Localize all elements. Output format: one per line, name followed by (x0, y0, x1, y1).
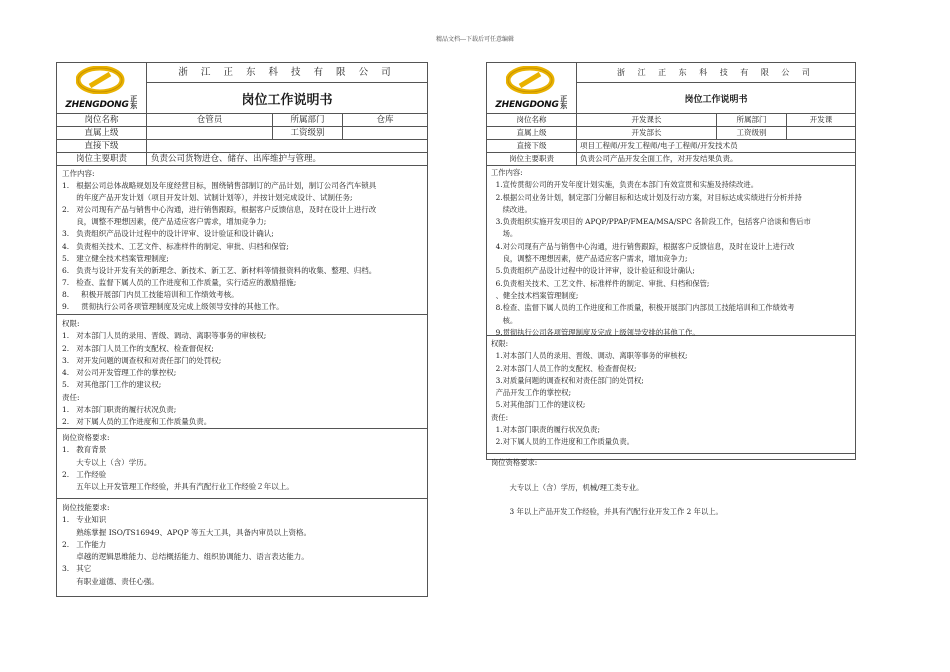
info-row-main-duty (57, 153, 427, 166)
list-item: 3. 对开发问题的调查权和对责任部门的处罚权; (62, 355, 222, 365)
label-main-duty: 岗位主要职责 (487, 153, 577, 165)
logo-chinese-mark: 正东 (560, 95, 568, 110)
info-row-position (487, 114, 855, 127)
list-item: 6.负责相关技术、工艺文件、标准样件的制定、审批、归档和保管; (491, 278, 710, 288)
qualification-section (57, 429, 427, 499)
value-direct-subordinate: 项目工程师/开发工程师/电子工程师/开发技术员 (580, 141, 738, 150)
list-item: 4. 负责相关技术、工艺文件、标准样件的制定、审批、归档和保管; (62, 241, 289, 251)
list-item: 大专以上（含）学历。 (62, 457, 152, 467)
list-item: 1. 对本部门职责的履行状况负责; (62, 405, 177, 415)
list-item: 2.对本部门人员工作的支配权、检查督促权; (491, 363, 637, 373)
list-item: 1.对本部门职责的履行状况负责; (491, 425, 600, 435)
list-item: 熟练掌握 ISO/TS16949、APQP 等五大工具，具备内审员以上资格。 (62, 527, 312, 537)
label-salary: 工资级别 (717, 127, 787, 139)
list-item: 的年度产品开发计划（项目开发计划、试制计划等），并按计划完成设计、试制任务; (62, 193, 353, 203)
label-department: 所属部门 (273, 114, 343, 126)
list-item (491, 469, 855, 481)
section-subheading: 责任: (62, 392, 80, 402)
list-item: 8.检查、监督下属人员的工作进度和工作质量，积极开展部门内部员工技能培训和工作绩效考 (491, 303, 795, 313)
list-item: 、健全技术档案管理制度; (491, 290, 579, 300)
label-direct-superior: 直属上级 (487, 127, 577, 139)
work-content-section (57, 166, 427, 315)
info-row-superior (57, 127, 427, 140)
document-title: 岗位工作说明书 (241, 92, 333, 108)
section-heading: 工作内容: (491, 168, 523, 177)
value-position: 仓管员 (147, 114, 273, 126)
info-row-superior (487, 127, 855, 140)
company-logo (57, 63, 147, 113)
qualification-section (487, 454, 855, 518)
section-heading: 岗位资格要求: (491, 458, 538, 467)
list-item: 3. 负责组织产品设计过程中的设计评审、设计验证和设计确认; (62, 229, 274, 239)
info-row-subordinate (487, 140, 855, 153)
list-item: 9. 贯彻执行公司各项管理制度及完成上级领导安排的其他工作。 (62, 302, 284, 312)
list-item: 9.贯彻执行公司各项管理制度及完成上级领导安排的其他工作。 (491, 327, 700, 337)
list-item: 5. 对其他部门工作的建议权; (62, 380, 162, 390)
job-description-sheet-right (486, 62, 856, 517)
sheet-header (57, 63, 427, 114)
logo-wordmark: ZHENGDONG (495, 100, 559, 110)
list-item: 核。 (491, 315, 518, 325)
list-item: 3.负责组织实施开发项目的 APQP/PPAP/FMEA/MSA/SPC 各阶段工作，包括客户洽谈和售后市 (491, 217, 811, 227)
list-item: 4. 对公司开发管理工作的掌控权; (62, 368, 177, 378)
info-row-position (57, 114, 427, 127)
page-header-note: 精品文档---下载后可任意编辑 (435, 36, 515, 43)
section-subheading: 责任: (491, 412, 509, 422)
logo-chinese-mark: 正东 (130, 95, 138, 110)
list-item: 7. 检查、监督下属人员的工作进度和工作质量，实行适应的激励措施; (62, 277, 297, 287)
label-main-duty: 岗位主要职责 (57, 153, 147, 165)
label-direct-superior: 直属上级 (57, 127, 147, 139)
list-item: 卓越的逻辑思维能力、总结概括能力、组织协调能力、语言表达能力。 (62, 552, 309, 562)
list-item: 1. 对本部门人员的录用、晋级、调动、离职等事务的审核权; (62, 331, 267, 341)
list-item: 良，调整不理想因素，使产品适应客户需求，增加竞争力; (491, 254, 688, 264)
list-item: 产品开发工作的掌控权; (491, 388, 572, 398)
list-item: 3.对质量问题的调查权和对责任部门的处罚权; (491, 375, 644, 385)
list-item: 有职业道德、责任心强。 (62, 576, 159, 586)
section-heading: 岗位资格要求: (62, 433, 110, 442)
value-direct-superior (147, 127, 273, 139)
section-heading: 工作内容: (62, 169, 95, 178)
company-logo (487, 63, 577, 113)
list-item (491, 494, 855, 506)
section-heading: 权限: (491, 339, 509, 348)
company-name: 浙 江 正 东 科 技 有 限 公 司 (147, 63, 427, 83)
list-item: 场。 (491, 229, 518, 239)
value-salary (787, 127, 855, 139)
list-item: 良，调整不理想因素，使产品适应客户需求，增加竞争力; (62, 217, 267, 227)
list-item: 5. 建立健全技术档案管理制度; (62, 253, 169, 263)
list-item: 2.根据公司业务计划，制定部门分解目标和达成计划及行动方案，对目标达成实绩进行分析并持 (491, 192, 802, 202)
value-position: 开发课长 (577, 114, 717, 126)
list-item: 2. 对公司现有产品与销售中心沟通，进行销售跟踪，根据客户反馈信息，及时在设计上进行改 (62, 205, 377, 215)
logo-wordmark: ZHENGDONG (65, 100, 129, 110)
label-direct-subordinate: 直接下级 (487, 140, 577, 152)
list-item: 6. 负责与设计开发有关的新理念、新技术、新工艺、新材料等情报资料的收集、整理、归档。 (62, 265, 377, 275)
value-main-duty: 负责公司货物进仓、储存、出库维护与管理。 (151, 154, 322, 164)
list-item: 3 年以上产品开发工作经验，并具有汽配行业开发工作 2 年以上。 (491, 507, 723, 517)
list-item: 3. 其它 (62, 564, 92, 574)
label-department: 所属部门 (717, 114, 787, 126)
section-heading: 权限: (62, 319, 80, 328)
list-item: 1. 教育背景 (62, 445, 107, 455)
value-direct-superior: 开发部长 (577, 127, 717, 139)
list-item: 1.宣传贯彻公司的开发年度计划实施，负责在本部门有效宣贯和实施及持续改进。 (491, 180, 758, 190)
logo-mark-icon (506, 66, 558, 94)
list-item: 五年以上开发管理工作经验，并具有汽配行业工作经验２年以上。 (62, 482, 294, 492)
list-item: 1. 根据公司总体战略规划及年度经营目标，围绕销售部制订的产品计划，制订公司各汽车锁具 (62, 181, 377, 191)
value-main-duty: 负责公司产品开发全面工作，对开发结果负责。 (580, 154, 738, 163)
value-department: 开发课 (809, 115, 833, 124)
work-content-section (487, 166, 855, 336)
label-direct-subordinate: 直接下级 (57, 140, 147, 152)
list-item: 1.对本部门人员的录用、晋级、调动、离职等事务的审核权; (491, 351, 688, 361)
label-position: 岗位名称 (57, 114, 147, 126)
list-item: 1. 专业知识 (62, 515, 107, 525)
value-salary (343, 127, 427, 139)
job-description-sheet-left (56, 62, 428, 597)
list-item: 2. 对下属人员的工作进度和工作质量负责。 (62, 417, 212, 427)
info-row-main-duty (487, 153, 855, 166)
list-item: 5.对其他部门工作的建议权; (491, 400, 586, 410)
sheet-header (487, 63, 855, 114)
list-item: 续改进。 (491, 204, 532, 214)
skills-section (57, 499, 427, 588)
authority-section (487, 336, 855, 454)
logo-mark-icon (76, 66, 128, 94)
list-item: 2. 对本部门人员工作的支配权、检查督促权; (62, 343, 214, 353)
list-item: 大专以上（含）学历，机械/理工类专业。 (491, 482, 644, 492)
section-heading: 岗位技能要求: (62, 503, 110, 512)
authority-section (57, 315, 427, 429)
company-name: 浙 江 正 东 科 技 有 限 公 司 (577, 63, 855, 83)
list-item: 2.对下属人员的工作进度和工作质量负责。 (491, 437, 634, 447)
document-title: 岗位工作说明书 (684, 94, 748, 105)
value-department: 仓库 (376, 115, 394, 125)
list-item: 5.负责组织产品设计过程中的设计评审，设计验证和设计确认; (491, 266, 695, 276)
label-salary: 工资级别 (273, 127, 343, 139)
list-item: 4.对公司现有产品与销售中心沟通，进行销售跟踪，根据客户反馈信息，及时在设计上进行改 (491, 241, 795, 251)
label-position: 岗位名称 (487, 114, 577, 126)
value-direct-subordinate (147, 140, 427, 152)
list-item: 2. 工作经验 (62, 469, 107, 479)
info-row-subordinate (57, 140, 427, 153)
list-item: 2. 工作能力 (62, 539, 107, 549)
list-item: 8. 积极开展部门内员工技能培训和工作绩效考核。 (62, 289, 239, 299)
